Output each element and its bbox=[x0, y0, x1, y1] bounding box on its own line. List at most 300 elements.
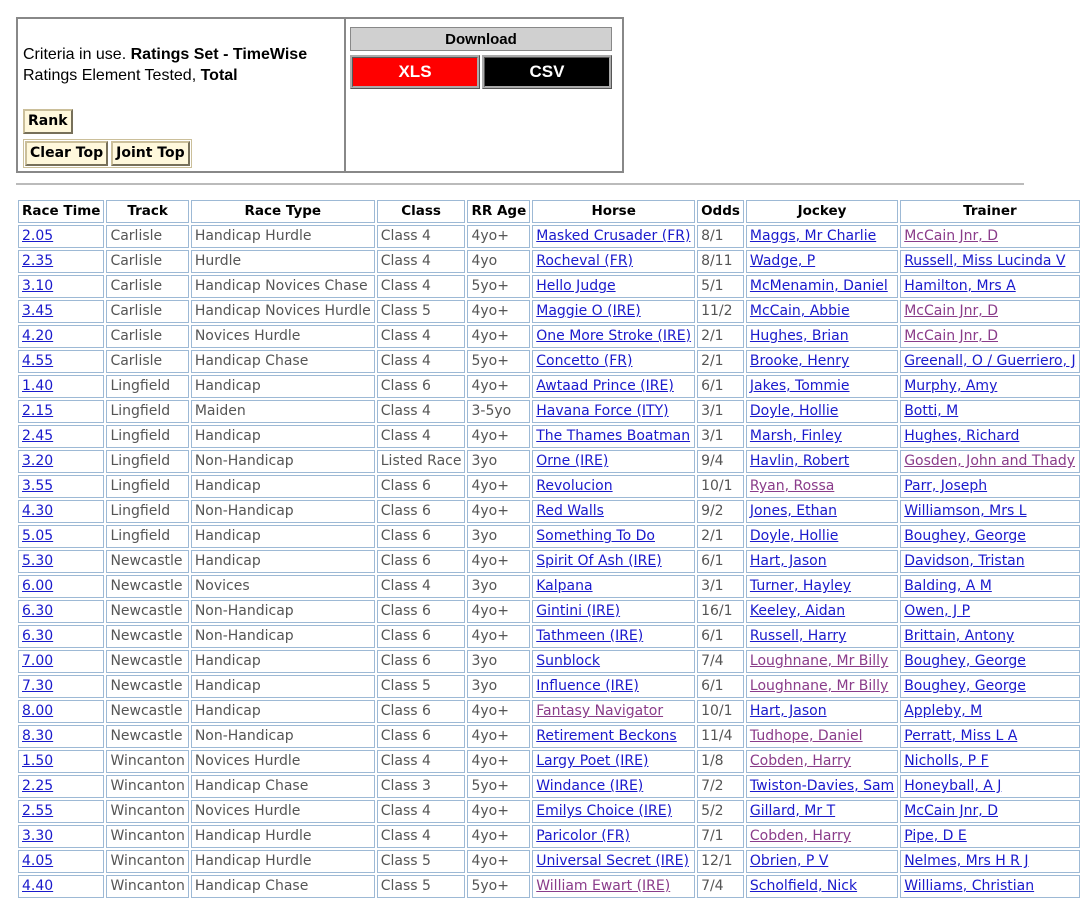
race-type-cell: Handicap Hurdle bbox=[191, 825, 375, 848]
jockey-cell bbox=[746, 225, 898, 248]
horse-link[interactable]: Kalpana bbox=[536, 578, 593, 594]
trainer-cell bbox=[900, 425, 1079, 448]
horse-cell bbox=[532, 875, 695, 898]
jockey-link[interactable]: Doyle, Hollie bbox=[749, 403, 839, 419]
jockey-link[interactable]: Russell, Harry bbox=[749, 628, 847, 644]
rr-age-cell: 4yo+ bbox=[467, 475, 530, 498]
race-time-link[interactable]: 7.30 bbox=[22, 678, 54, 694]
track-cell: Newcastle bbox=[106, 700, 188, 723]
race-type-cell: Handicap Chase bbox=[191, 350, 375, 373]
race-time-cell bbox=[18, 350, 104, 373]
race-time-link[interactable]: 5.05 bbox=[22, 528, 54, 544]
table-row bbox=[18, 525, 1080, 548]
class-cell: Class 6 bbox=[377, 375, 466, 398]
track-cell: Lingfield bbox=[106, 450, 188, 473]
jockey-cell bbox=[746, 250, 898, 273]
track-cell: Lingfield bbox=[106, 400, 188, 423]
download-section bbox=[346, 19, 622, 171]
race-time-link[interactable]: 3.10 bbox=[22, 278, 54, 294]
race-time-link[interactable]: 8.30 bbox=[22, 728, 54, 744]
race-time-cell bbox=[18, 575, 104, 598]
header-jockey: Jockey bbox=[746, 200, 898, 223]
odds-cell: 8/11 bbox=[697, 250, 744, 273]
race-time-link[interactable]: 3.30 bbox=[22, 828, 54, 844]
jockey-cell bbox=[746, 525, 898, 548]
horse-link[interactable]: One More Stroke (IRE) bbox=[536, 328, 692, 344]
horse-link[interactable]: Gintini (IRE) bbox=[536, 603, 621, 619]
rr-age-cell: 4yo+ bbox=[467, 300, 530, 323]
header-class: Class bbox=[377, 200, 466, 223]
rr-age-cell: 3yo bbox=[467, 675, 530, 698]
horse-cell bbox=[532, 650, 695, 673]
race-time-link[interactable]: 3.20 bbox=[22, 453, 54, 469]
trainer-link[interactable]: Parr, Joseph bbox=[904, 478, 988, 494]
race-time-link[interactable]: 1.50 bbox=[22, 753, 54, 769]
race-time-link[interactable]: 2.25 bbox=[22, 778, 54, 794]
table-row bbox=[18, 325, 1080, 348]
rr-age-cell: 5yo+ bbox=[467, 350, 530, 373]
jockey-link[interactable]: Havlin, Robert bbox=[749, 453, 850, 469]
trainer-link[interactable]: Pipe, D E bbox=[904, 828, 967, 844]
horse-cell bbox=[532, 525, 695, 548]
rr-age-cell: 4yo+ bbox=[467, 725, 530, 748]
table-row bbox=[18, 225, 1080, 248]
track-cell: Carlisle bbox=[106, 350, 188, 373]
class-cell: Class 4 bbox=[377, 275, 466, 298]
horse-link[interactable]: Rocheval (FR) bbox=[536, 253, 634, 269]
odds-cell: 2/1 bbox=[697, 350, 744, 373]
horse-link[interactable]: Awtaad Prince (IRE) bbox=[536, 378, 674, 394]
download-csv-button[interactable]: CSV bbox=[482, 55, 612, 89]
class-cell: Class 4 bbox=[377, 800, 466, 823]
race-time-cell bbox=[18, 750, 104, 773]
jockey-link[interactable]: Scholfield, Nick bbox=[749, 878, 858, 894]
jockey-cell bbox=[746, 575, 898, 598]
races-table bbox=[16, 198, 1082, 900]
jockey-cell bbox=[746, 825, 898, 848]
horse-cell bbox=[532, 425, 695, 448]
horse-link[interactable]: Hello Judge bbox=[536, 278, 616, 294]
jockey-link[interactable]: Loughnane, Mr Billy bbox=[749, 653, 889, 669]
horse-cell bbox=[532, 750, 695, 773]
race-time-cell bbox=[18, 725, 104, 748]
trainer-link[interactable]: Williamson, Mrs L bbox=[904, 503, 1027, 519]
odds-cell: 8/1 bbox=[697, 225, 744, 248]
horse-link[interactable]: Paricolor (FR) bbox=[536, 828, 630, 844]
odds-cell: 1/8 bbox=[697, 750, 744, 773]
rr-age-cell: 5yo+ bbox=[467, 775, 530, 798]
horse-cell bbox=[532, 700, 695, 723]
odds-cell: 6/1 bbox=[697, 550, 744, 573]
trainer-link[interactable]: Nicholls, P F bbox=[904, 753, 989, 769]
horse-link[interactable]: Havana Force (ITY) bbox=[536, 403, 669, 419]
trainer-cell bbox=[900, 325, 1079, 348]
trainer-cell bbox=[900, 450, 1079, 473]
table-row bbox=[18, 650, 1080, 673]
race-type-cell: Non-Handicap bbox=[191, 450, 375, 473]
race-type-cell: Novices Hurdle bbox=[191, 325, 375, 348]
track-cell: Lingfield bbox=[106, 375, 188, 398]
race-type-cell: Handicap Novices Chase bbox=[191, 275, 375, 298]
jockey-cell bbox=[746, 475, 898, 498]
class-cell: Class 6 bbox=[377, 700, 466, 723]
rr-age-cell: 3yo bbox=[467, 575, 530, 598]
track-cell: Wincanton bbox=[106, 875, 188, 898]
rr-age-cell: 3yo bbox=[467, 450, 530, 473]
track-cell: Newcastle bbox=[106, 725, 188, 748]
horse-link[interactable]: Revolucion bbox=[536, 478, 613, 494]
class-cell: Class 5 bbox=[377, 850, 466, 873]
race-time-cell bbox=[18, 850, 104, 873]
race-time-cell bbox=[18, 550, 104, 573]
horse-link[interactable]: Retirement Beckons bbox=[536, 728, 677, 744]
header-horse: Horse bbox=[532, 200, 695, 223]
horse-link[interactable]: Something To Do bbox=[536, 528, 655, 544]
jockey-cell bbox=[746, 600, 898, 623]
odds-cell: 5/2 bbox=[697, 800, 744, 823]
trainer-link[interactable]: McCain Jnr, D bbox=[904, 328, 998, 344]
jockey-cell bbox=[746, 700, 898, 723]
jockey-cell bbox=[746, 725, 898, 748]
criteria-panel bbox=[16, 17, 624, 173]
horse-cell bbox=[532, 500, 695, 523]
horse-link[interactable]: Concetto (FR) bbox=[536, 353, 633, 369]
jockey-link[interactable]: Marsh, Finley bbox=[749, 428, 842, 444]
race-time-link[interactable]: 8.00 bbox=[22, 703, 54, 719]
trainer-cell bbox=[900, 225, 1079, 248]
table-row bbox=[18, 250, 1080, 273]
rr-age-cell: 4yo+ bbox=[467, 600, 530, 623]
trainer-link[interactable]: Perratt, Miss L A bbox=[904, 728, 1018, 744]
trainer-link[interactable]: Hamilton, Mrs A bbox=[904, 278, 1016, 294]
trainer-link[interactable]: McCain Jnr, D bbox=[904, 228, 998, 244]
race-time-cell bbox=[18, 675, 104, 698]
horse-link[interactable]: William Ewart (IRE) bbox=[536, 878, 671, 894]
horse-cell bbox=[532, 450, 695, 473]
criteria-section bbox=[18, 19, 346, 171]
jockey-link[interactable]: Tudhope, Daniel bbox=[749, 728, 863, 744]
jockey-cell bbox=[746, 750, 898, 773]
race-time-link[interactable]: 3.45 bbox=[22, 303, 54, 319]
table-row bbox=[18, 575, 1080, 598]
track-cell: Newcastle bbox=[106, 600, 188, 623]
rank-button[interactable]: Rank bbox=[23, 109, 73, 134]
race-time-cell bbox=[18, 475, 104, 498]
trainer-link[interactable]: Murphy, Amy bbox=[904, 378, 998, 394]
table-row bbox=[18, 300, 1080, 323]
table-row bbox=[18, 425, 1080, 448]
race-type-cell: Maiden bbox=[191, 400, 375, 423]
race-time-link[interactable]: 5.30 bbox=[22, 553, 54, 569]
jockey-cell bbox=[746, 275, 898, 298]
track-cell: Newcastle bbox=[106, 650, 188, 673]
trainer-link[interactable]: Owen, J P bbox=[904, 603, 971, 619]
jockey-cell bbox=[746, 800, 898, 823]
trainer-link[interactable]: Greenall, O / Guerriero, J bbox=[904, 353, 1076, 369]
table-row bbox=[18, 475, 1080, 498]
track-cell: Newcastle bbox=[106, 625, 188, 648]
rr-age-cell: 3yo bbox=[467, 525, 530, 548]
jockey-link[interactable]: Hart, Jason bbox=[749, 703, 827, 719]
race-time-link[interactable]: 4.55 bbox=[22, 353, 54, 369]
race-type-cell: Handicap Chase bbox=[191, 775, 375, 798]
rr-age-cell: 4yo+ bbox=[467, 850, 530, 873]
race-time-link[interactable]: 4.05 bbox=[22, 853, 54, 869]
horse-cell bbox=[532, 225, 695, 248]
trainer-link[interactable]: Boughey, George bbox=[904, 653, 1026, 669]
trainer-link[interactable]: Nelmes, Mrs H R J bbox=[904, 853, 1029, 869]
table-row bbox=[18, 750, 1080, 773]
race-time-cell bbox=[18, 775, 104, 798]
horse-link[interactable]: Sunblock bbox=[536, 653, 601, 669]
horse-cell bbox=[532, 800, 695, 823]
trainer-cell bbox=[900, 475, 1079, 498]
trainer-cell bbox=[900, 400, 1079, 423]
track-cell: Lingfield bbox=[106, 500, 188, 523]
jockey-cell bbox=[746, 650, 898, 673]
track-cell: Wincanton bbox=[106, 850, 188, 873]
jockey-link[interactable]: Obrien, P V bbox=[749, 853, 829, 869]
trainer-link[interactable]: Gosden, John and Thady bbox=[904, 453, 1076, 469]
odds-cell: 12/1 bbox=[697, 850, 744, 873]
track-cell: Wincanton bbox=[106, 775, 188, 798]
ratings-element-value: Total bbox=[200, 67, 238, 84]
trainer-link[interactable]: Balding, A M bbox=[904, 578, 992, 594]
jockey-link[interactable]: Twiston-Davies, Sam bbox=[749, 778, 895, 794]
race-time-link[interactable]: 4.20 bbox=[22, 328, 54, 344]
odds-cell: 3/1 bbox=[697, 400, 744, 423]
trainer-link[interactable]: Appleby, M bbox=[904, 703, 983, 719]
horse-cell bbox=[532, 325, 695, 348]
jockey-cell bbox=[746, 400, 898, 423]
horse-link[interactable]: Fantasy Navigator bbox=[536, 703, 664, 719]
horse-cell bbox=[532, 675, 695, 698]
race-time-link[interactable]: 4.40 bbox=[22, 878, 54, 894]
race-type-cell: Handicap bbox=[191, 475, 375, 498]
trainer-link[interactable]: Williams, Christian bbox=[904, 878, 1035, 894]
jockey-link[interactable]: Doyle, Hollie bbox=[749, 528, 839, 544]
race-type-cell: Non-Handicap bbox=[191, 725, 375, 748]
race-time-cell bbox=[18, 625, 104, 648]
jockey-link[interactable]: Hughes, Brian bbox=[749, 328, 849, 344]
horse-link[interactable]: Largy Poet (IRE) bbox=[536, 753, 649, 769]
horse-link[interactable]: Windance (IRE) bbox=[536, 778, 644, 794]
race-time-link[interactable]: 2.45 bbox=[22, 428, 54, 444]
jockey-link[interactable]: Jakes, Tommie bbox=[749, 378, 850, 394]
top-buttons-group bbox=[23, 139, 192, 168]
class-cell: Class 4 bbox=[377, 400, 466, 423]
race-type-cell: Handicap Hurdle bbox=[191, 850, 375, 873]
race-time-link[interactable]: 2.05 bbox=[22, 228, 54, 244]
odds-cell: 11/4 bbox=[697, 725, 744, 748]
rr-age-cell: 3-5yo bbox=[467, 400, 530, 423]
horse-cell bbox=[532, 300, 695, 323]
track-cell: Newcastle bbox=[106, 675, 188, 698]
rr-age-cell: 4yo+ bbox=[467, 325, 530, 348]
trainer-link[interactable]: Boughey, George bbox=[904, 528, 1026, 544]
horse-link[interactable]: Masked Crusader (FR) bbox=[536, 228, 691, 244]
jockey-link[interactable]: Keeley, Aidan bbox=[749, 603, 846, 619]
race-time-link[interactable]: 6.30 bbox=[22, 603, 54, 619]
table-row bbox=[18, 775, 1080, 798]
race-time-link[interactable]: 2.55 bbox=[22, 803, 54, 819]
ratings-set-label: Ratings Set - TimeWise bbox=[130, 46, 308, 63]
trainer-cell bbox=[900, 575, 1079, 598]
track-cell: Wincanton bbox=[106, 825, 188, 848]
jockey-link[interactable]: McCain, Abbie bbox=[749, 303, 850, 319]
class-cell: Class 4 bbox=[377, 575, 466, 598]
class-cell: Class 3 bbox=[377, 775, 466, 798]
race-time-cell bbox=[18, 450, 104, 473]
trainer-link[interactable]: Russell, Miss Lucinda V bbox=[904, 253, 1066, 269]
jockey-link[interactable]: Loughnane, Mr Billy bbox=[749, 678, 889, 694]
jockey-link[interactable]: Brooke, Henry bbox=[749, 353, 850, 369]
jockey-cell bbox=[746, 625, 898, 648]
track-cell: Carlisle bbox=[106, 300, 188, 323]
race-time-cell bbox=[18, 800, 104, 823]
table-row bbox=[18, 550, 1080, 573]
class-cell: Class 6 bbox=[377, 500, 466, 523]
race-time-link[interactable]: 3.55 bbox=[22, 478, 54, 494]
race-type-cell: Handicap bbox=[191, 375, 375, 398]
race-type-cell: Hurdle bbox=[191, 250, 375, 273]
trainer-cell bbox=[900, 600, 1079, 623]
odds-cell: 10/1 bbox=[697, 700, 744, 723]
trainer-cell bbox=[900, 650, 1079, 673]
track-cell: Carlisle bbox=[106, 225, 188, 248]
race-type-cell: Handicap bbox=[191, 525, 375, 548]
horse-link[interactable]: Maggie O (IRE) bbox=[536, 303, 641, 319]
trainer-cell bbox=[900, 875, 1079, 898]
race-type-cell: Handicap bbox=[191, 650, 375, 673]
header-rr-age: RR Age bbox=[467, 200, 530, 223]
trainer-cell bbox=[900, 525, 1079, 548]
jockey-link[interactable]: Turner, Hayley bbox=[749, 578, 852, 594]
download-xls-button[interactable]: XLS bbox=[350, 55, 480, 89]
trainer-link[interactable]: Botti, M bbox=[904, 403, 959, 419]
class-cell: Class 4 bbox=[377, 325, 466, 348]
jockey-link[interactable]: Wadge, P bbox=[749, 253, 816, 269]
jockey-cell bbox=[746, 375, 898, 398]
horse-link[interactable]: Influence (IRE) bbox=[536, 678, 639, 694]
race-type-cell: Novices Hurdle bbox=[191, 750, 375, 773]
trainer-link[interactable]: Boughey, George bbox=[904, 678, 1026, 694]
race-time-cell bbox=[18, 375, 104, 398]
horse-link[interactable]: Spirit Of Ash (IRE) bbox=[536, 553, 662, 569]
odds-cell: 6/1 bbox=[697, 675, 744, 698]
jockey-link[interactable]: Maggs, Mr Charlie bbox=[749, 228, 877, 244]
horse-link[interactable]: Red Walls bbox=[536, 503, 604, 519]
trainer-link[interactable]: McCain Jnr, D bbox=[904, 303, 998, 319]
jockey-link[interactable]: Cobden, Harry bbox=[749, 828, 852, 844]
trainer-cell bbox=[900, 775, 1079, 798]
odds-cell: 6/1 bbox=[697, 625, 744, 648]
race-type-cell: Novices Hurdle bbox=[191, 800, 375, 823]
rr-age-cell: 4yo+ bbox=[467, 750, 530, 773]
race-time-cell bbox=[18, 825, 104, 848]
track-cell: Newcastle bbox=[106, 550, 188, 573]
rr-age-cell: 4yo+ bbox=[467, 700, 530, 723]
trainer-cell bbox=[900, 350, 1079, 373]
trainer-cell bbox=[900, 850, 1079, 873]
jockey-link[interactable]: McMenamin, Daniel bbox=[749, 278, 888, 294]
race-time-link[interactable]: 4.30 bbox=[22, 503, 54, 519]
jockey-link[interactable]: Hart, Jason bbox=[749, 553, 827, 569]
race-time-cell bbox=[18, 250, 104, 273]
race-type-cell: Handicap Chase bbox=[191, 875, 375, 898]
jockey-link[interactable]: Ryan, Rossa bbox=[749, 478, 835, 494]
jockey-cell bbox=[746, 425, 898, 448]
jockey-cell bbox=[746, 350, 898, 373]
race-time-link[interactable]: 6.00 bbox=[22, 578, 54, 594]
race-time-link[interactable]: 2.35 bbox=[22, 253, 54, 269]
trainer-cell bbox=[900, 250, 1079, 273]
odds-cell: 3/1 bbox=[697, 575, 744, 598]
trainer-cell bbox=[900, 300, 1079, 323]
class-cell: Class 6 bbox=[377, 600, 466, 623]
jockey-cell bbox=[746, 850, 898, 873]
horse-link[interactable]: Universal Secret (IRE) bbox=[536, 853, 689, 869]
trainer-cell bbox=[900, 675, 1079, 698]
header-track: Track bbox=[106, 200, 188, 223]
trainer-link[interactable]: Davidson, Tristan bbox=[904, 553, 1025, 569]
horse-cell bbox=[532, 550, 695, 573]
table-row bbox=[18, 375, 1080, 398]
race-time-cell bbox=[18, 650, 104, 673]
jockey-cell bbox=[746, 325, 898, 348]
race-time-cell bbox=[18, 300, 104, 323]
horse-cell bbox=[532, 275, 695, 298]
joint-top-button[interactable]: Joint Top bbox=[111, 141, 190, 166]
race-time-link[interactable]: 6.30 bbox=[22, 628, 54, 644]
trainer-link[interactable]: Brittain, Antony bbox=[904, 628, 1015, 644]
jockey-link[interactable]: Gillard, Mr T bbox=[749, 803, 836, 819]
header-race-type: Race Type bbox=[191, 200, 375, 223]
race-time-cell bbox=[18, 400, 104, 423]
horse-link[interactable]: Emilys Choice (IRE) bbox=[536, 803, 673, 819]
header-odds: Odds bbox=[697, 200, 744, 223]
horse-link[interactable]: Tathmeen (IRE) bbox=[536, 628, 644, 644]
ratings-element-prefix: Ratings Element Tested, bbox=[23, 67, 197, 84]
race-time-cell bbox=[18, 875, 104, 898]
trainer-link[interactable]: McCain Jnr, D bbox=[904, 803, 998, 819]
clear-top-button[interactable]: Clear Top bbox=[25, 141, 108, 166]
race-time-link[interactable]: 1.40 bbox=[22, 378, 54, 394]
table-row bbox=[18, 800, 1080, 823]
trainer-cell bbox=[900, 275, 1079, 298]
jockey-cell bbox=[746, 875, 898, 898]
jockey-link[interactable]: Cobden, Harry bbox=[749, 753, 852, 769]
odds-cell: 7/2 bbox=[697, 775, 744, 798]
table-row bbox=[18, 725, 1080, 748]
horse-link[interactable]: Orne (IRE) bbox=[536, 453, 609, 469]
horse-cell bbox=[532, 825, 695, 848]
race-time-link[interactable]: 2.15 bbox=[22, 403, 54, 419]
trainer-link[interactable]: Honeyball, A J bbox=[904, 778, 1002, 794]
jockey-link[interactable]: Jones, Ethan bbox=[749, 503, 837, 519]
class-cell: Class 4 bbox=[377, 825, 466, 848]
horse-link[interactable]: The Thames Boatman bbox=[536, 428, 691, 444]
track-cell: Wincanton bbox=[106, 750, 188, 773]
odds-cell: 6/1 bbox=[697, 375, 744, 398]
criteria-prefix: Criteria in use. bbox=[23, 46, 127, 63]
race-time-link[interactable]: 7.00 bbox=[22, 653, 54, 669]
trainer-cell bbox=[900, 725, 1079, 748]
table-row bbox=[18, 825, 1080, 848]
table-row bbox=[18, 400, 1080, 423]
divider bbox=[16, 183, 1024, 185]
trainer-link[interactable]: Hughes, Richard bbox=[904, 428, 1020, 444]
